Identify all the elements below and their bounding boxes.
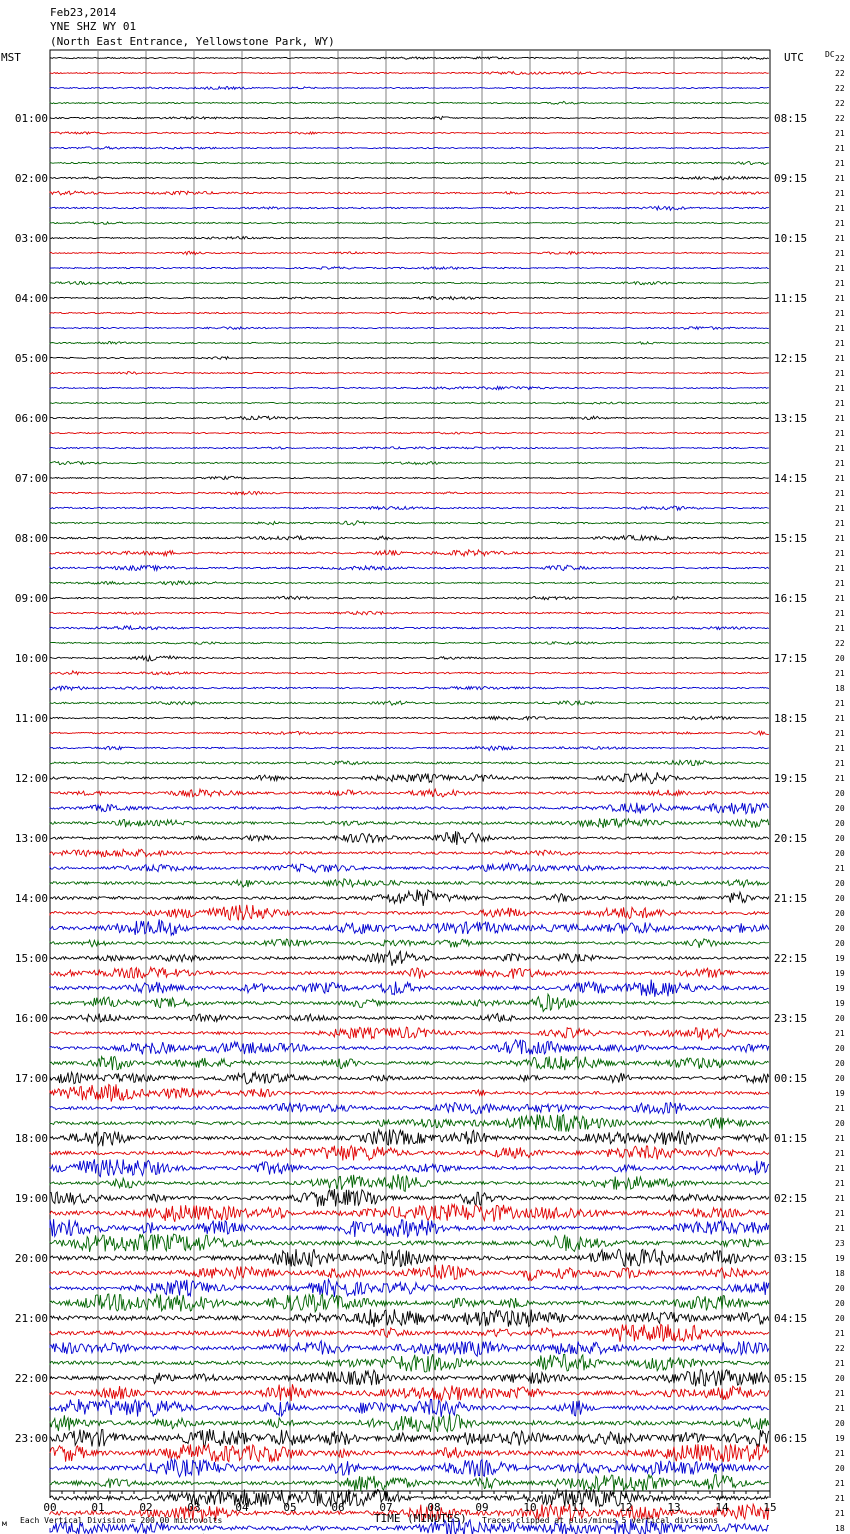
dc-value-label: 21 [835, 159, 845, 168]
dc-value-label: 20 [835, 939, 845, 948]
dc-value-label: 19 [835, 999, 845, 1008]
dc-value-label: 18 [835, 684, 845, 693]
dc-value-label: 21 [835, 624, 845, 633]
utc-hour-label: 19:15 [774, 772, 808, 785]
dc-value-label: 21 [835, 219, 845, 228]
dc-value-label: 21 [835, 1359, 845, 1368]
dc-value-label: 21 [835, 279, 845, 288]
x-tick-label: 13 [667, 1501, 681, 1514]
utc-hour-label: 08:15 [774, 112, 808, 125]
utc-hour-label: 15:15 [774, 532, 808, 545]
utc-hour-label: 04:15 [774, 1312, 808, 1325]
x-tick-label: 01 [91, 1501, 105, 1514]
dc-value-label: 19 [835, 1254, 845, 1263]
dc-value-label: 22 [835, 54, 845, 63]
dc-value-label: 20 [835, 654, 845, 663]
date-title: Feb23,2014 [50, 6, 117, 19]
clip-note: Traces clipped at plus/minus 5 vertical divisions [482, 1516, 719, 1525]
utc-hour-label: 20:15 [774, 832, 808, 845]
dc-value-label: 21 [835, 1134, 845, 1143]
utc-hour-label: 02:15 [774, 1192, 808, 1205]
dc-value-label: 21 [835, 564, 845, 573]
dc-value-label: 21 [835, 699, 845, 708]
dc-value-label: 20 [835, 819, 845, 828]
utc-hour-label: 11:15 [774, 292, 808, 305]
x-axis-title: TIME (MINUTES) [374, 1512, 467, 1525]
dc-value-label: 20 [835, 1059, 845, 1068]
dc-value-label: 21 [835, 714, 845, 723]
mst-hour-label: 03:00 [14, 232, 48, 245]
x-tick-label: 00 [43, 1501, 57, 1514]
dc-value-label: 19 [835, 954, 845, 963]
utc-hour-label: 05:15 [774, 1372, 808, 1385]
mst-hour-label: 14:00 [14, 892, 48, 905]
dc-value-label: 21 [835, 189, 845, 198]
dc-value-label: 21 [835, 549, 845, 558]
dc-value-label: 21 [835, 534, 845, 543]
mst-hour-label: 23:00 [14, 1432, 48, 1445]
x-tick-label: 06 [331, 1501, 345, 1514]
dc-value-label: 21 [835, 864, 845, 873]
mst-hour-label: 13:00 [14, 832, 48, 845]
dc-value-label: 21 [835, 594, 845, 603]
x-tick-label: 09 [475, 1501, 489, 1514]
dc-value-label: 21 [835, 369, 845, 378]
dc-value-label: 21 [835, 294, 845, 303]
utc-hour-label: 22:15 [774, 952, 808, 965]
utc-hour-label: 14:15 [774, 472, 808, 485]
dc-value-label: 21 [835, 429, 845, 438]
dc-value-label: 20 [835, 1314, 845, 1323]
x-tick-label: 11 [571, 1501, 585, 1514]
dc-value-label: 20 [835, 1299, 845, 1308]
x-tick-label: 04 [235, 1501, 249, 1514]
dc-value-label: 18 [835, 1524, 845, 1533]
dc-value-label: 20 [835, 804, 845, 813]
mst-hour-label: 18:00 [14, 1132, 48, 1145]
dc-value-label: 21 [835, 324, 845, 333]
dc-value-label: 21 [835, 1209, 845, 1218]
mst-hour-label: 09:00 [14, 592, 48, 605]
scale-note: Each Vertical Division = 200.00 microvolts [20, 1516, 223, 1525]
dc-value-label: 21 [835, 309, 845, 318]
dc-value-label: 21 [835, 774, 845, 783]
mst-hour-label: 19:00 [14, 1192, 48, 1205]
dc-value-label: 21 [835, 489, 845, 498]
mst-hour-label: 01:00 [14, 112, 48, 125]
mst-hour-label: 21:00 [14, 1312, 48, 1325]
dc-value-label: 19 [835, 1089, 845, 1098]
dc-value-label: 20 [835, 1119, 845, 1128]
mst-hour-label: 16:00 [14, 1012, 48, 1025]
dc-value-label: 20 [835, 1419, 845, 1428]
dc-value-label: 21 [835, 579, 845, 588]
dc-value-label: 21 [835, 1149, 845, 1158]
mst-hour-label: 10:00 [14, 652, 48, 665]
dc-value-label: 20 [835, 879, 845, 888]
mst-hour-label: 22:00 [14, 1372, 48, 1385]
x-tick-label: 15 [763, 1501, 777, 1514]
dc-value-label: 22 [835, 639, 845, 648]
dc-value-label: 20 [835, 849, 845, 858]
x-tick-label: 14 [715, 1501, 729, 1514]
mst-hour-label: 17:00 [14, 1072, 48, 1085]
dc-value-label: 20 [835, 789, 845, 798]
x-tick-label: 03 [187, 1501, 201, 1514]
mst-hour-label: 06:00 [14, 412, 48, 425]
utc-hour-label: 23:15 [774, 1012, 808, 1025]
dc-value-label: 21 [835, 1164, 845, 1173]
dc-value-label: 20 [835, 834, 845, 843]
dc-value-label: 21 [835, 744, 845, 753]
dc-value-label: 21 [835, 414, 845, 423]
dc-value-label: 21 [835, 1029, 845, 1038]
utc-hour-label: 09:15 [774, 172, 808, 185]
utc-hour-label: 17:15 [774, 652, 808, 665]
dc-column-label: DC [825, 50, 835, 59]
dc-value-label: 19 [835, 969, 845, 978]
dc-value-label: 21 [835, 1179, 845, 1188]
dc-value-label: 22 [835, 84, 845, 93]
utc-hour-label: 16:15 [774, 592, 808, 605]
station-title: YNE SHZ WY 01 [50, 20, 137, 33]
utc-hour-label: 12:15 [774, 352, 808, 365]
dc-value-label: 20 [835, 1374, 845, 1383]
mst-hour-label: 08:00 [14, 532, 48, 545]
mst-hour-label: 15:00 [14, 952, 48, 965]
dc-value-label: 19 [835, 984, 845, 993]
dc-value-label: 21 [835, 204, 845, 213]
footer-mark: м [2, 1519, 7, 1528]
dc-value-label: 21 [835, 1389, 845, 1398]
mst-hour-label: 11:00 [14, 712, 48, 725]
dc-value-label: 20 [835, 1284, 845, 1293]
dc-value-label: 22 [835, 99, 845, 108]
utc-hour-label: 03:15 [774, 1252, 808, 1265]
mst-hour-label: 12:00 [14, 772, 48, 785]
utc-hour-label: 13:15 [774, 412, 808, 425]
dc-value-label: 21 [835, 384, 845, 393]
x-tick-label: 12 [619, 1501, 633, 1514]
dc-value-label: 20 [835, 894, 845, 903]
dc-value-label: 21 [835, 474, 845, 483]
utc-hour-label: 10:15 [774, 232, 808, 245]
dc-value-label: 21 [835, 1104, 845, 1113]
dc-value-label: 21 [835, 504, 845, 513]
dc-value-label: 20 [835, 1014, 845, 1023]
dc-value-label: 21 [835, 669, 845, 678]
left-axis-label: MST [1, 51, 21, 64]
dc-value-label: 21 [835, 1404, 845, 1413]
mst-hour-label: 04:00 [14, 292, 48, 305]
dc-value-label: 21 [835, 144, 845, 153]
dc-value-label: 21 [835, 129, 845, 138]
dc-value-label: 20 [835, 924, 845, 933]
dc-value-label: 21 [835, 1449, 845, 1458]
dc-value-label: 23 [835, 1239, 845, 1248]
right-axis-label: UTC [784, 51, 804, 64]
mst-hour-label: 07:00 [14, 472, 48, 485]
x-tick-label: 07 [379, 1501, 393, 1514]
dc-value-label: 21 [835, 249, 845, 258]
dc-value-label: 22 [835, 1344, 845, 1353]
dc-value-label: 20 [835, 1074, 845, 1083]
x-tick-label: 05 [283, 1501, 297, 1514]
x-tick-label: 02 [139, 1501, 153, 1514]
dc-value-label: 21 [835, 444, 845, 453]
location-title: (North East Entrance, Yellowstone Park, WY) [50, 35, 335, 48]
dc-value-label: 21 [835, 609, 845, 618]
utc-hour-label: 06:15 [774, 1432, 808, 1445]
dc-value-label: 21 [835, 399, 845, 408]
dc-value-label: 21 [835, 1194, 845, 1203]
dc-value-label: 21 [835, 519, 845, 528]
dc-value-label: 21 [835, 1509, 845, 1518]
dc-value-label: 21 [835, 1224, 845, 1233]
dc-value-label: 22 [835, 114, 845, 123]
dc-value-label: 18 [835, 1269, 845, 1278]
dc-value-label: 20 [835, 1464, 845, 1473]
x-tick-label: 08 [427, 1501, 441, 1514]
dc-value-label: 21 [835, 459, 845, 468]
mst-hour-label: 02:00 [14, 172, 48, 185]
utc-hour-label: 18:15 [774, 712, 808, 725]
dc-value-label: 21 [835, 759, 845, 768]
dc-value-label: 21 [835, 174, 845, 183]
utc-hour-label: 00:15 [774, 1072, 808, 1085]
x-tick-label: 10 [523, 1501, 537, 1514]
mst-hour-label: 20:00 [14, 1252, 48, 1265]
dc-value-label: 21 [835, 1329, 845, 1338]
dc-value-label: 21 [835, 339, 845, 348]
utc-hour-label: 01:15 [774, 1132, 808, 1145]
dc-value-label: 21 [835, 264, 845, 273]
dc-value-label: 21 [835, 1494, 845, 1503]
dc-value-label: 20 [835, 1044, 845, 1053]
mst-hour-label: 05:00 [14, 352, 48, 365]
dc-value-label: 20 [835, 909, 845, 918]
dc-value-label: 22 [835, 69, 845, 78]
dc-value-label: 21 [835, 234, 845, 243]
dc-value-label: 19 [835, 1434, 845, 1443]
dc-value-label: 21 [835, 354, 845, 363]
utc-hour-label: 21:15 [774, 892, 808, 905]
dc-value-label: 21 [835, 729, 845, 738]
dc-value-label: 21 [835, 1479, 845, 1488]
